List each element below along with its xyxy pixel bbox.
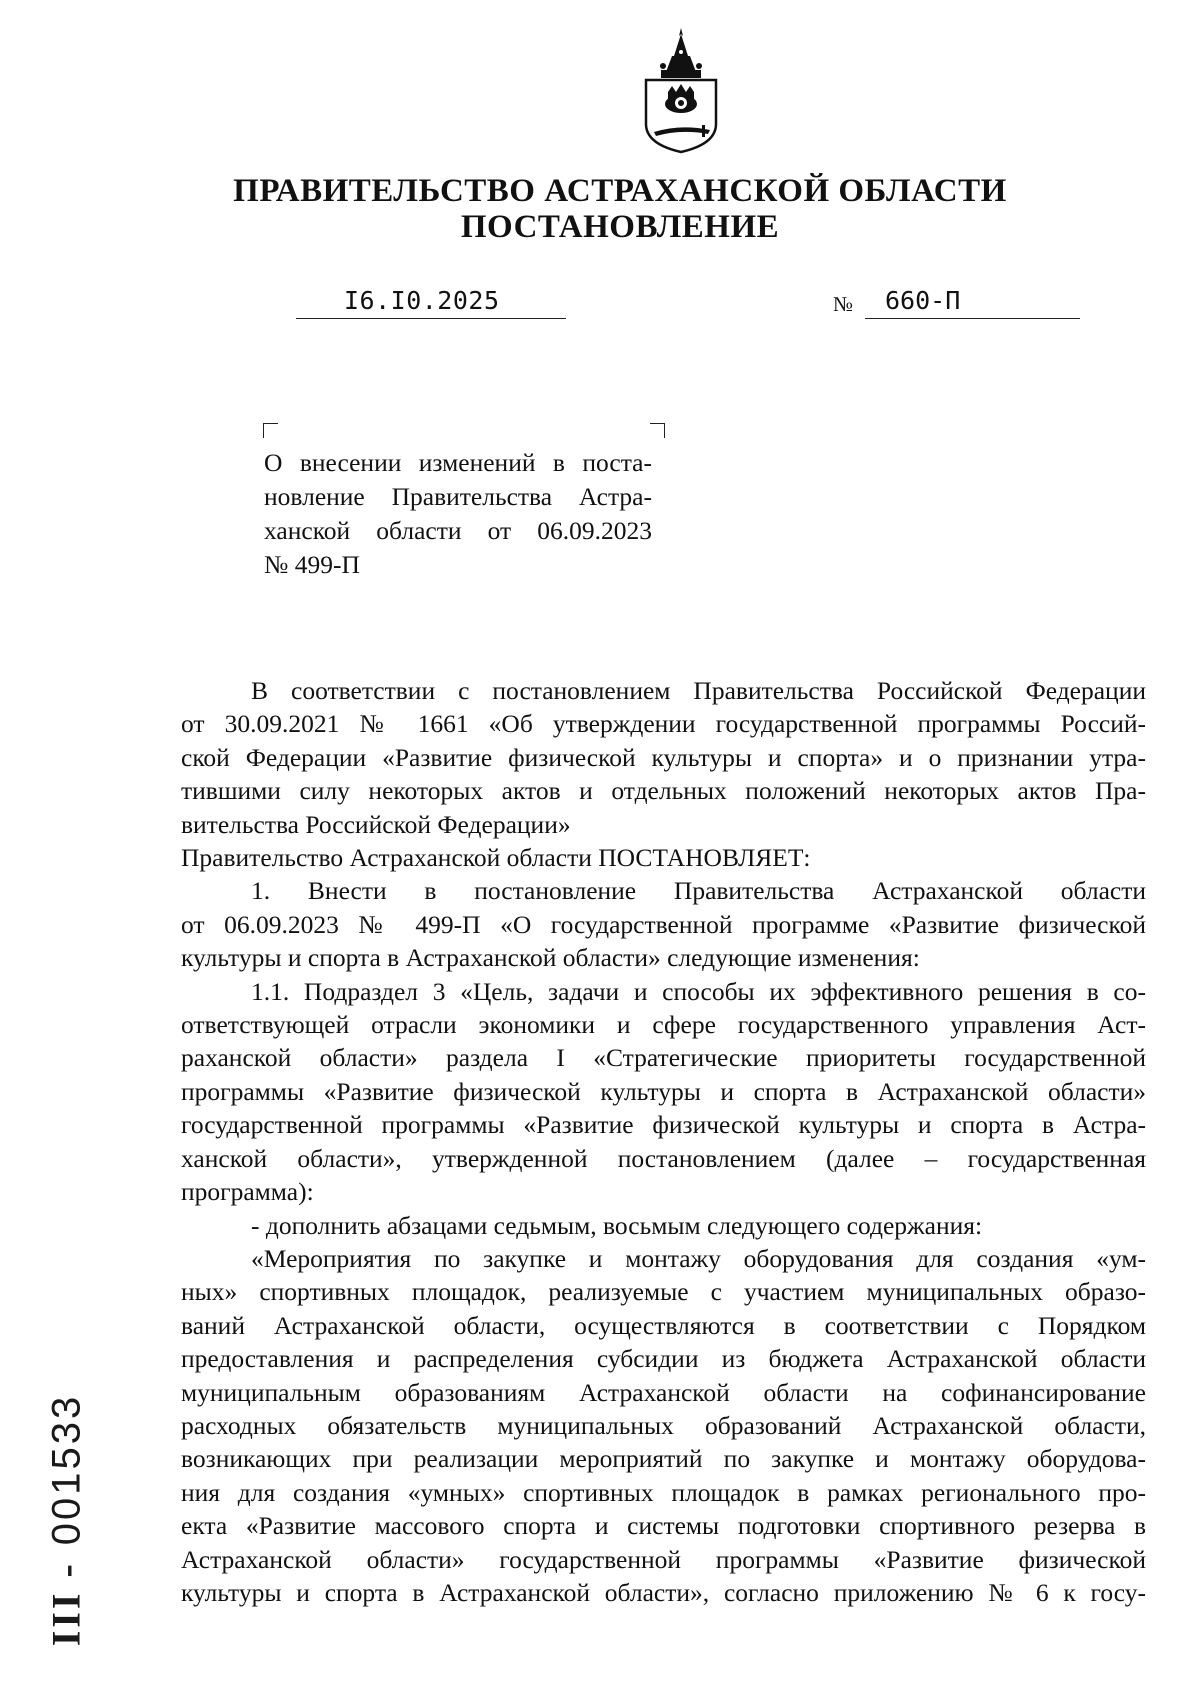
body-line: ных» спортивных площадок, реализуемые с участием муниципальных образо- (181, 1277, 1146, 1307)
subject-corner-mark-right (650, 423, 665, 438)
document-body (181, 674, 1146, 1609)
body-line: ваний Астраханской области, осуществляются в соответствии с Порядком (181, 1310, 1146, 1340)
body-line: от 30.09.2021 № 1661 «Об утверждении государственной программы Россий- (181, 709, 1146, 739)
body-line: «Мероприятия по закупке и монтажу оборудования для создания «ум- (251, 1243, 1146, 1273)
body-line: предоставления и распределения субсидии из бюджета Астраханской области (181, 1344, 1146, 1374)
body-line: 1. Внести в постановление Правительства Астраханской области (251, 876, 1146, 906)
body-line: ния для создания «умных» спортивных площадок в рамках регионального про- (181, 1477, 1146, 1507)
serial-prefix: III - (43, 1561, 89, 1647)
document-subject (264, 446, 652, 582)
document-date: I6.I0.2025 (344, 286, 500, 315)
organization-title: ПРАВИТЕЛЬСТВО АСТРАХАНСКОЙ ОБЛАСТИ (233, 173, 1007, 209)
body-line: ской Федерации «Развитие физической культуры и спорта» и о признании утра- (181, 742, 1146, 772)
body-line: екта «Развитие массового спорта и системы подготовки спортивного резерва в (181, 1511, 1146, 1541)
serial-stamp (36, 1370, 96, 1670)
subject-corner-mark-left (263, 423, 278, 438)
body-line: от 06.09.2023 № 499-П «О государственной программе «Развитие физической (181, 909, 1146, 939)
body-line: вительства Российской Федерации» (181, 809, 571, 839)
body-line: государственной программы «Развитие физической культуры и спорта в Астра- (181, 1110, 1146, 1140)
body-line: тившими силу некоторых актов и отдельных положений некоторых актов Пра- (181, 776, 1146, 806)
body-line: ответствующей отрасли экономики и сфере государственного управления Аст- (181, 1010, 1146, 1040)
body-line: муниципальным образованиям Астраханской области на софинансирование (181, 1377, 1146, 1407)
document-date-field (296, 286, 566, 319)
body-line: 1.1. Подраздел 3 «Цель, задачи и способы их эффективного решения в со- (251, 976, 1146, 1006)
body-line: Астраханской области» государственной программы «Развитие физической (181, 1544, 1146, 1574)
body-line: - дополнить абзацами седьмым, восьмым следующего содержания: (251, 1210, 983, 1240)
body-line: раханской области» раздела I «Стратегические приоритеты государственной (181, 1043, 1146, 1073)
body-line: программы «Развитие физической культуры и спорта в Астраханской области» (181, 1076, 1146, 1106)
body-line: В соответствии с постановлением Правительства Российской Федерации (251, 676, 1146, 705)
subject-line: О внесении изменений в поста- (264, 448, 652, 477)
body-line: программа): (181, 1177, 314, 1207)
body-line: Правительство Астраханской области ПОСТАНОВЛЯЕТ: (181, 843, 811, 873)
subject-line: ханской области от 06.09.2023 (264, 516, 652, 545)
subject-line: новление Правительства Астра- (264, 482, 652, 511)
serial-number: 001533 (44, 1393, 89, 1546)
body-line: возникающих при реализации мероприятий по закупке и монтажу оборудова- (181, 1444, 1146, 1474)
subject-line: № 499-П (264, 550, 360, 579)
body-line: культуры и спорта в Астраханской области», согласно приложению № 6 к госу- (181, 1577, 1146, 1607)
body-line: ханской области», утвержденной постановлением (далее – государственная (181, 1143, 1146, 1173)
number-label: № (833, 292, 854, 316)
document-number-field (865, 286, 1080, 319)
document-number: 660-П (885, 286, 961, 315)
body-line: культуры и спорта в Астраханской области» следующие изменения: (181, 943, 920, 973)
astrakhan-coat-of-arms-icon (636, 26, 726, 156)
document-type-title: ПОСТАНОВЛЕНИЕ (460, 209, 780, 245)
body-line: расходных обязательств муниципальных образований Астраханской области, (181, 1410, 1146, 1440)
